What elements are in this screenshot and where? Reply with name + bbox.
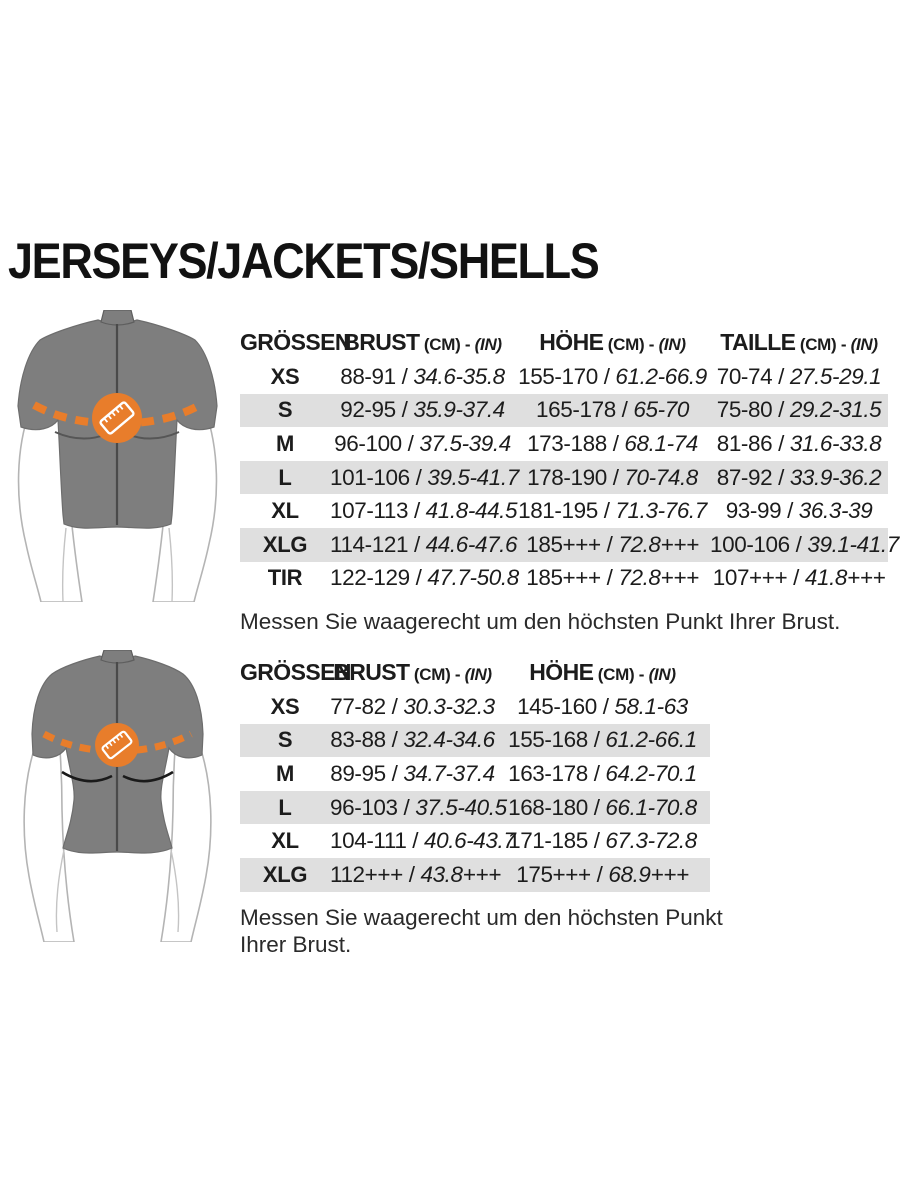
column-header-label: GRÖSSEN [240,658,351,685]
column-header-label: BRUST [343,328,420,355]
measurement-cell: 77-82 / 30.3-32.3 [330,693,495,719]
size-label: TIR [267,565,303,591]
measurement-cell: 96-103 / 37.5-40.5 [330,794,507,820]
size-row-s [240,394,888,428]
measurement-cell: 81-86 / 31.6-33.8 [716,430,882,456]
male-torso-illustration [0,310,235,602]
size-row-m [240,427,888,461]
size-row-l [240,461,888,495]
size-label: M [275,430,295,456]
column-header-units: (CM) - (IN) [593,664,676,684]
page-title: JERSEYS/JACKETS/SHELLS [8,233,599,289]
measurement-cell: 114-121 / 44.6-47.6 [330,531,518,557]
table-header-row [240,654,710,690]
measurement-cell: 92-95 / 35.9-37.4 [340,397,505,423]
size-row-xs [240,360,888,394]
measurement-cell: 107+++ / 41.8+++ [712,565,886,591]
measure-badge [95,723,139,767]
column-header-units: (CM) - (IN) [603,334,686,354]
size-label: S [277,397,293,423]
measurement-note: Messen Sie waagerecht um den höchsten Punkt Ihrer Brust. [240,609,841,634]
measurement-cell: 104-111 / 40.6-43.7 [330,828,516,854]
size-label: XL [271,498,299,524]
measurement-cell: 112+++ / 43.8+++ [330,861,501,887]
column-header-units: (CM) - (IN) [419,334,502,354]
size-label: L [278,794,292,820]
measurement-cell: 75-80 / 29.2-31.5 [716,397,882,423]
measurement-cell: 83-88 / 32.4-34.6 [330,727,495,753]
column-header-label: TAILLE [720,328,796,355]
column-header-units: (CM) - (IN) [409,664,492,684]
collar [101,650,134,663]
size-row-tir [240,562,888,596]
size-label: XLG [262,531,308,557]
collar [101,310,134,325]
measurement-cell: 122-129 / 47.7-50.8 [330,565,519,591]
measurement-note: Messen Sie waagerecht um den höchsten Punkt Ihrer Brust. [240,905,723,957]
measure-badge [92,393,142,443]
size-row-xs [240,690,710,724]
column-header [330,329,515,356]
measurement-cell: 107-113 / 41.8-44.5 [330,498,518,524]
size-row-l [240,791,710,825]
column-header-label: HÖHE [529,658,594,685]
measurement-cell: 185+++ / 72.8+++ [526,565,699,591]
column-header-units: (CM) - (IN) [795,334,878,354]
measurement-cell: 155-168 / 61.2-66.1 [508,727,697,753]
size-label: XLG [262,861,308,887]
size-label: XS [270,363,300,389]
column-header [240,658,351,686]
hip-outline [56,850,178,932]
measurement-cell: 100-106 / 39.1-41.7 [710,531,899,557]
column-header-label: BRUST [333,658,410,685]
measurement-cell: 145-160 / 58.1-63 [517,693,688,719]
column-header [710,329,888,356]
table-header-row [240,324,888,360]
measurement-cell: 181-195 / 71.3-76.7 [518,498,707,524]
size-row-m [240,757,710,791]
column-header-label: GRÖSSEN [240,328,351,355]
measurement-cell: 163-178 / 64.2-70.1 [508,760,697,786]
measurement-cell: 165-178 / 65-70 [536,397,689,423]
measurement-cell: 101-106 / 39.5-41.7 [330,464,519,490]
column-header-label: HÖHE [539,328,604,355]
size-label: S [277,727,293,753]
female-torso-illustration [0,650,235,942]
size-row-s [240,724,710,758]
size-row-xlg [240,858,710,892]
measurement-cell: 70-74 / 27.5-29.1 [716,363,882,389]
column-header [515,329,710,356]
column-header [240,328,351,356]
measurement-cell: 171-185 / 67.3-72.8 [508,828,697,854]
size-row-xl [240,494,888,528]
size-label: L [278,464,292,490]
measurement-cell: 185+++ / 72.8+++ [526,531,699,557]
measurement-cell: 175+++ / 68.9+++ [516,861,689,887]
measurement-cell: 173-188 / 68.1-74 [527,430,698,456]
size-label: M [275,760,295,786]
size-row-xlg [240,528,899,562]
measurement-cell: 168-180 / 66.1-70.8 [508,794,697,820]
measurement-cell: 96-100 / 37.5-39.4 [334,430,511,456]
measurement-cell: 155-170 / 61.2-66.9 [518,363,707,389]
womens-size-table [240,654,710,892]
column-header [495,659,710,686]
size-label: XS [270,693,300,719]
measurement-cell: 93-99 / 36.3-39 [725,498,873,524]
size-label: XL [271,828,299,854]
mens-size-table [240,324,899,595]
column-header [330,659,495,686]
size-row-xl [240,824,710,858]
measurement-cell: 88-91 / 34.6-35.8 [340,363,505,389]
measurement-cell: 87-92 / 33.9-36.2 [716,464,882,490]
measurement-cell: 178-190 / 70-74.8 [527,464,698,490]
measurement-cell: 89-95 / 34.7-37.4 [330,760,495,786]
